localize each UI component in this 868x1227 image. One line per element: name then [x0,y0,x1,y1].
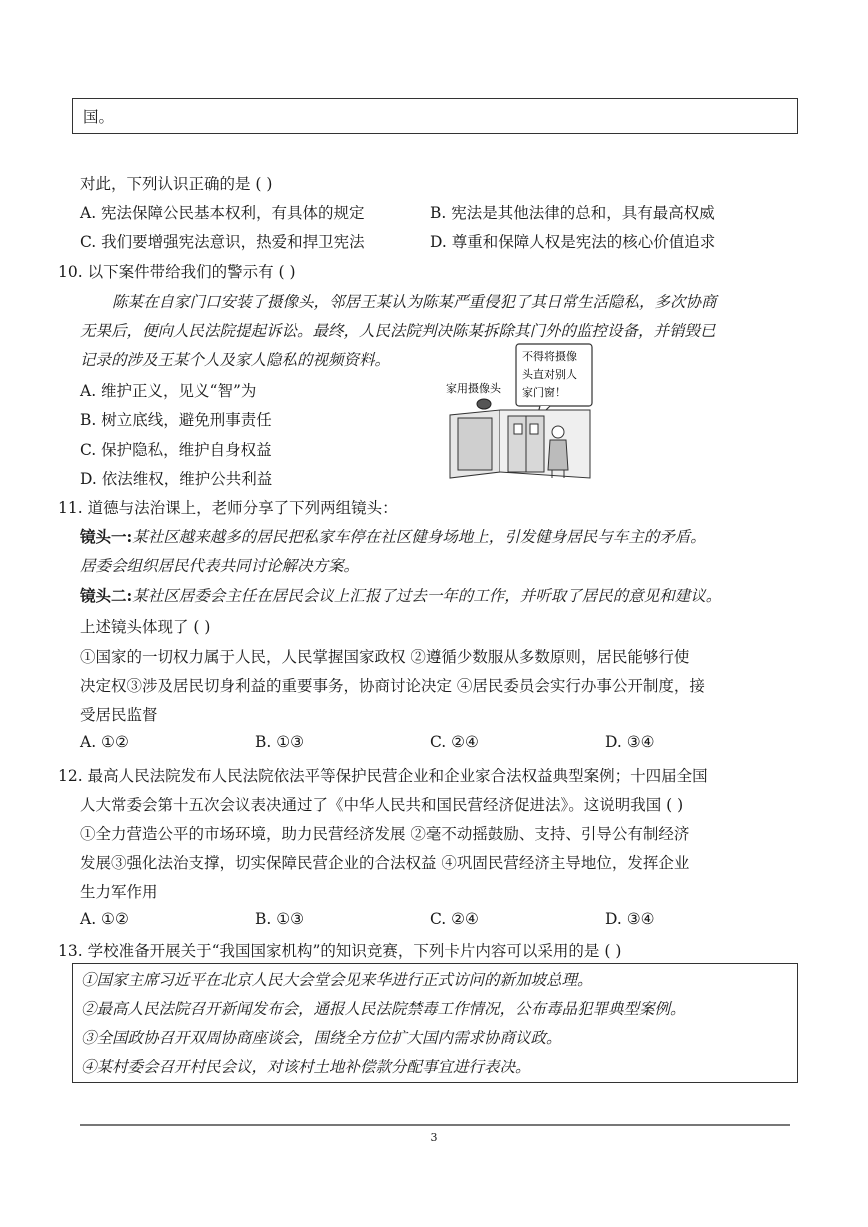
q11-stem: 11. 道德与法治课上，老师分享了下列两组镜头： [58,499,398,517]
q13-card-box [72,963,798,1083]
q12-line: 发展③强化法治支撑，切实保障民营企业的合法权益 ④巩固民营经济主导地位，发挥企业 [80,854,690,872]
q13-stem: 13. 学校准备开展关于“我国国家机构”的知识竞赛，下列卡片内容可以采用的是 ( ) [58,942,622,960]
q12-line: 12. 最高人民法院发布人民法院依法平等保护民营企业和企业家合法权益典型案例；十四届全国 [58,767,708,785]
q12-option-b: B. ①③ [255,910,305,928]
q11-option-b: B. ①③ [255,733,305,751]
q10-stem: 10. 以下案件带给我们的警示有 ( ) [58,263,296,281]
camera-label: 家用摄像头 [446,382,501,395]
q9-option-a: A. 宪法保障公民基本权利，有具体的规定 [80,204,365,222]
q10-passage-line: 陈某在自家门口安装了摄像头，邻居王某认为陈某严重侵犯了其日常生活隐私，多次协商 [112,293,717,311]
q9-option-b: B. 宪法是其他法律的总和，具有最高权威 [430,204,715,222]
footer-rule [80,1124,790,1126]
q11-scene1 [80,525,706,547]
q11-choice-line: 决定权③涉及居民切身利益的重要事务，协商讨论决定 ④居民委员会实行办事公开制度，接 [80,677,705,695]
bubble-line: 不得将摄像 [522,350,577,363]
q12-line: 人大常委会第十五次会议表决通过了《中华人民共和国民营经济促进法》。这说明我国 ( ) [80,796,684,814]
q9-option-c: C. 我们要增强宪法意识，热爱和捍卫宪法 [80,233,365,251]
q11-choice-line: 受居民监督 [80,706,158,724]
q12-option-c: C. ②④ [430,910,479,928]
q9-option-d: D. 尊重和保障人权是宪法的核心价值追求 [430,233,716,251]
bubble-line: 头直对别人 [522,368,577,381]
q12-line: ①全力营造公平的市场环境，助力民营经济发展 ②毫不动摇鼓励、支持、引导公有制经济 [80,825,690,843]
q11-choice-line: ①国家的一切权力属于人民，人民掌握国家政权 ②遵循少数服从多数原则，居民能够行使 [80,648,690,666]
q13-card: ①国家主席习近平在北京人民大会堂会见来华进行正式访问的新加坡总理。 [81,971,593,989]
scene1-text: 某社区越来越多的居民把私家车停在社区健身场地上，引发健身居民与车主的矛盾。 [132,528,706,546]
q13-card: ③全国政协召开双周协商座谈会，围绕全方位扩大国内需求协商议政。 [81,1029,562,1047]
top-box-text: 国。 [83,108,115,126]
page-number: 3 [430,1131,438,1144]
q11-option-c: C. ②④ [430,733,479,751]
q10-option-b: B. 树立底线，避免刑事责任 [80,411,272,429]
camera-illustration [440,340,600,482]
q10-passage-line: 无果后，便向人民法院提起诉讼。最终，人民法院判决陈某拆除其门外的监控设备，并销毁已 [80,322,716,340]
q10-option-a: A. 维护正义，见义“智”为 [80,382,257,400]
q12-option-a: A. ①② [80,910,129,928]
q10-option-c: C. 保护隐私，维护自身权益 [80,441,272,459]
q10-passage-line: 记录的涉及王某个人及家人隐私的视频资料。 [80,351,391,369]
scene2-label: 镜头二: [80,586,133,605]
q11-option-d: D. ③④ [605,733,655,751]
q11-scene1-text2: 居委会组织居民代表共同讨论解决方案。 [80,557,360,575]
q12-option-d: D. ③④ [605,910,655,928]
bubble-line: 家门窗！ [522,386,566,399]
top-text-box [72,98,798,134]
q13-card: ②最高人民法院召开新闻发布会，通报人民法院禁毒工作情况，公布毒品犯罪典型案例。 [81,1000,686,1018]
q9-stem: 对此，下列认识正确的是 ( ) [80,175,273,193]
q13-card: ④某村委会召开村民会议，对该村土地补偿款分配事宜进行表决。 [81,1058,531,1076]
scene1-label: 镜头一: [80,527,133,546]
q12-line: 生力军作用 [80,883,158,901]
q11-question: 上述镜头体现了 ( ) [80,618,211,636]
scene2-text: 某社区居委会主任在居民会议上汇报了过去一年的工作，并听取了居民的意见和建议。 [132,587,722,605]
q11-option-a: A. ①② [80,733,129,751]
q10-option-d: D. 依法维权，维护公共利益 [80,470,273,488]
q11-scene2 [80,584,721,606]
